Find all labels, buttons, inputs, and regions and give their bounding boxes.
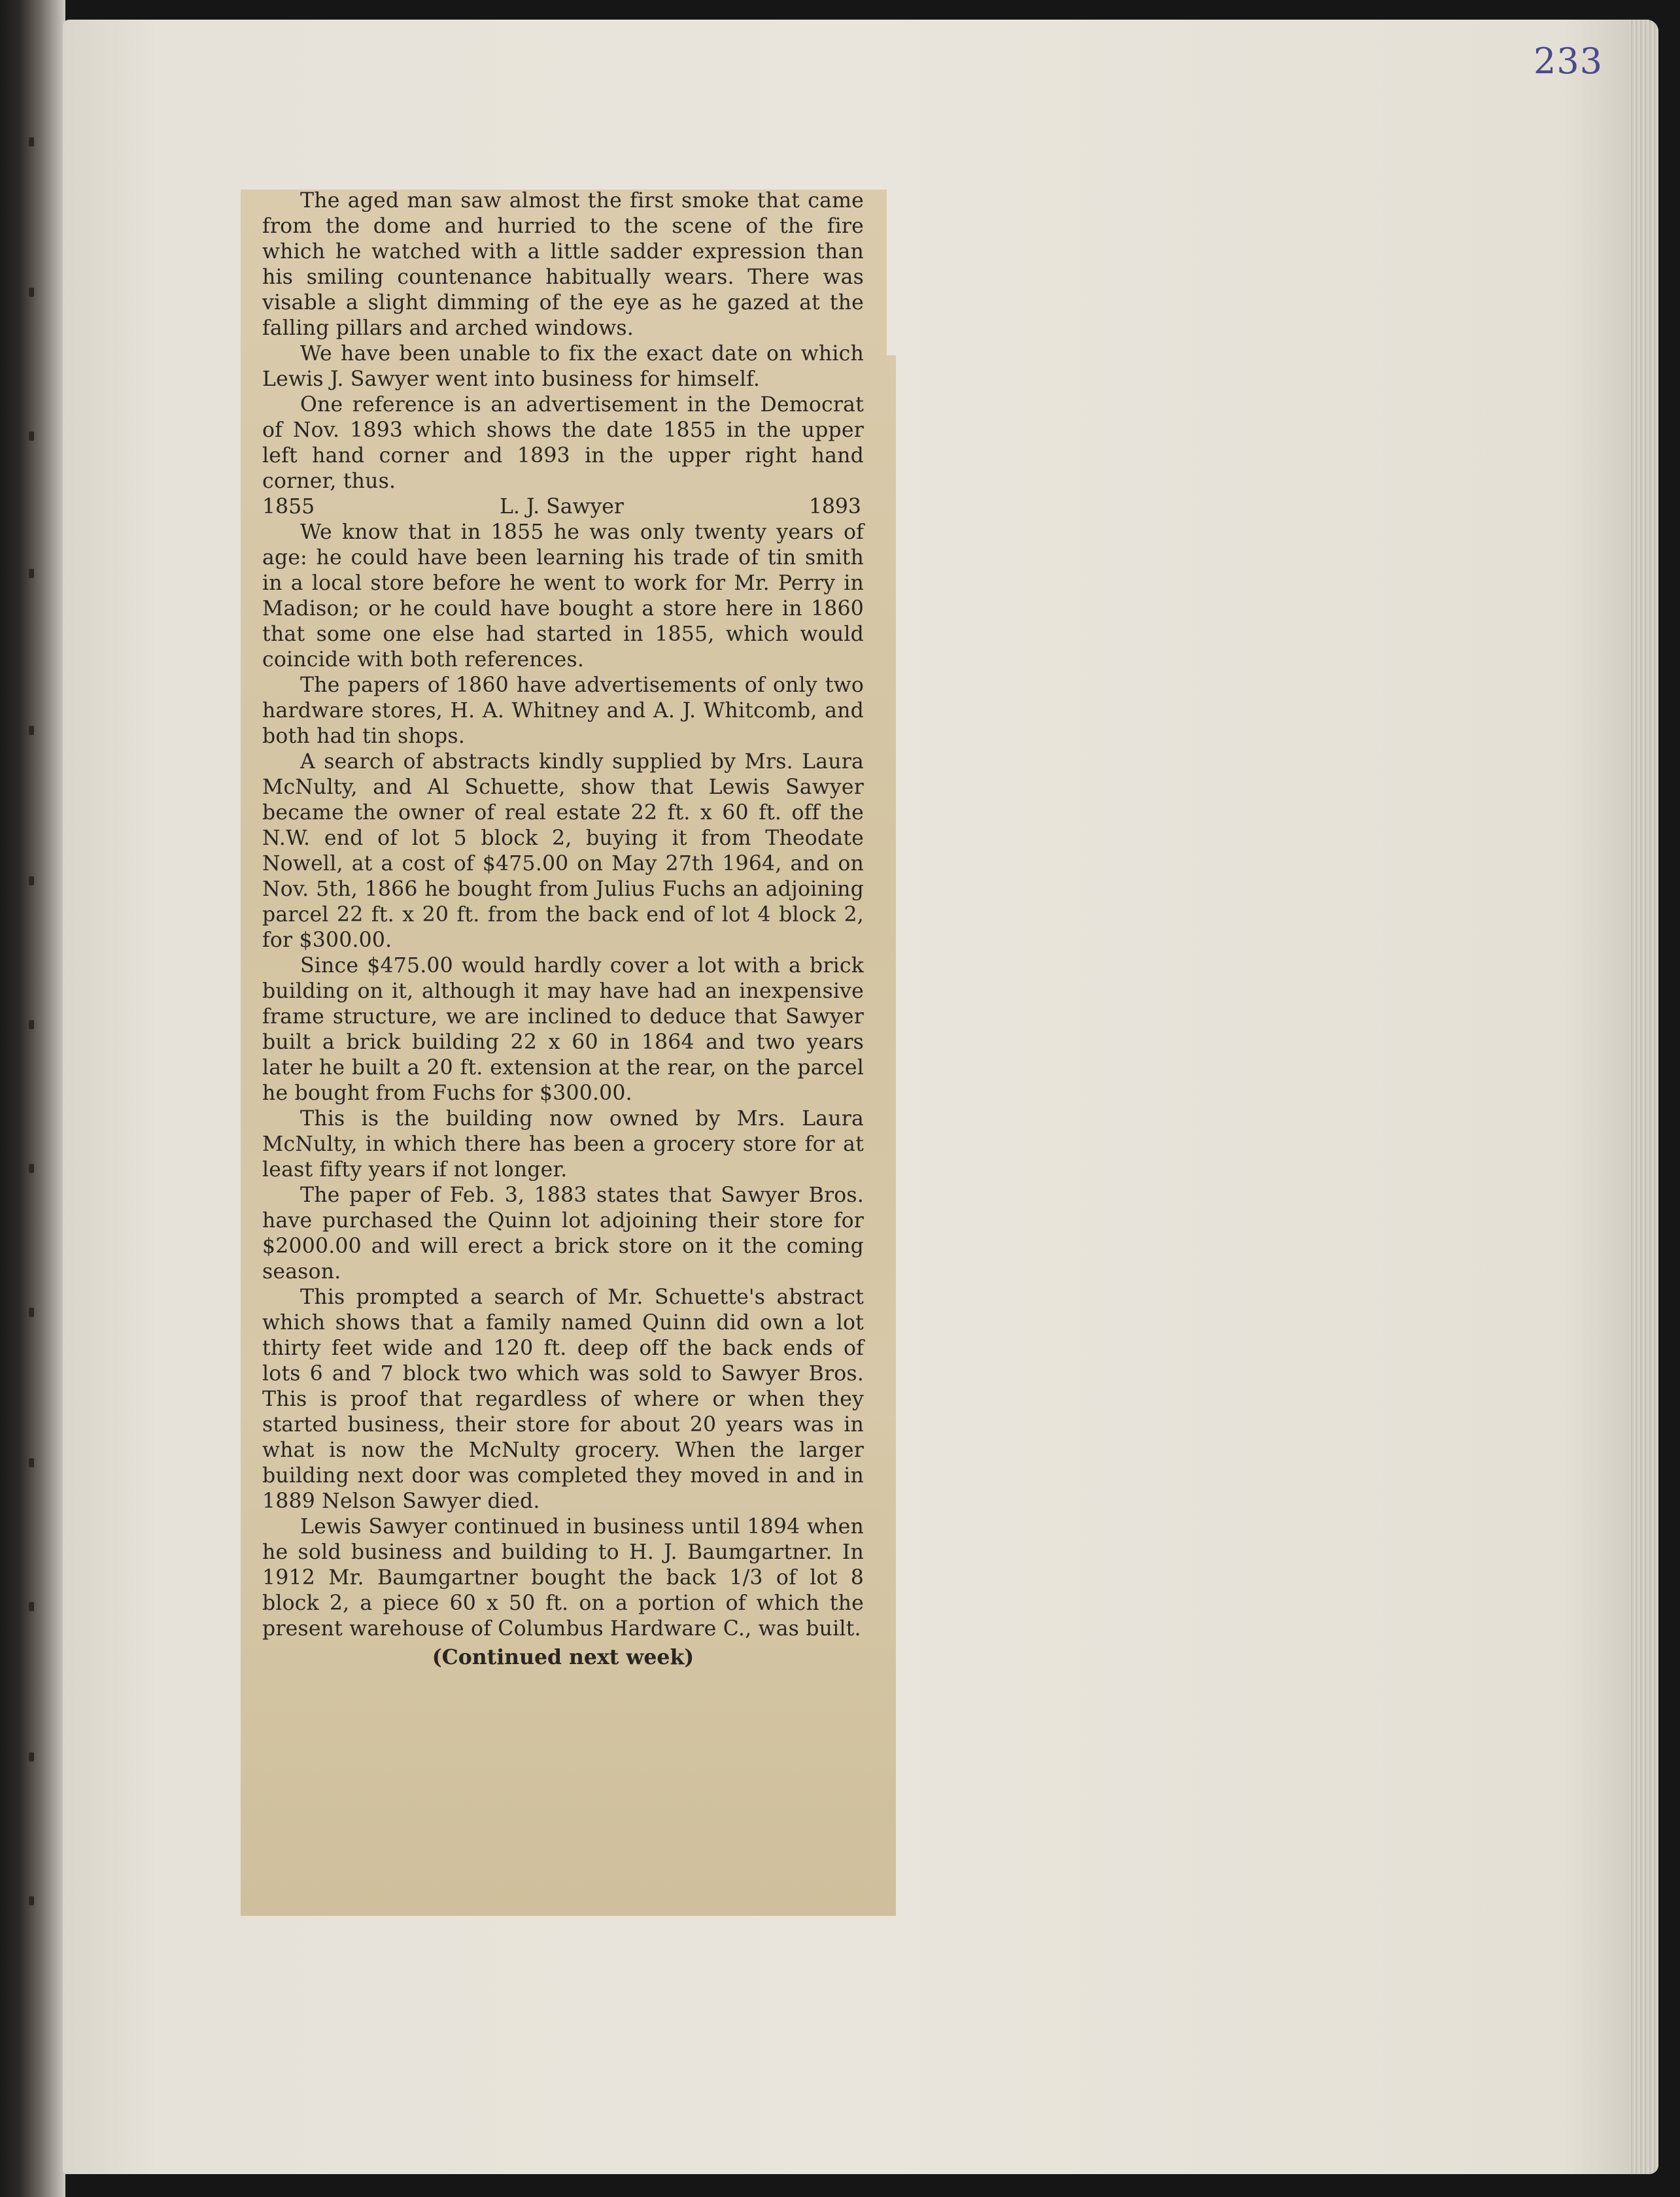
binding-stitch [29,876,34,885]
article-paragraph: Lewis Sawyer continued in business until 1894 when he sold business and building to H. J. Baumgartner. In 1912 Mr. Baumgartner bought the back 1/3 of lot 8 block 2, a piece 60 x 50 ft. on a portion of which the present warehouse of Columbus Hardware C., was built. [262,1515,864,1641]
binding-stitch [29,1752,34,1762]
article-paragraph: The aged man saw almost the first smoke that came from the dome and hurried to the scene of the fire which he watched with a little sadder expression than his smiling countenance habitually wears. There was visable a slight dimming of the eye as he gazed at the falling pillars and arched windows. [262,189,864,340]
article-paragraph: We know that in 1855 he was only twenty years of age: he could have been learning his trade of tin smith in a local store before he went to work for Mr. Perry in Madison; or he could have bought a store here in 1860 that some one else had started in 1855, which would coincide with both references. [262,520,864,672]
advertisement-dateline [262,494,864,520]
article-paragraph: This is the building now owned by Mrs. Laura McNulty, in which there has been a grocery store for at least fifty years if not longer. [262,1107,864,1182]
binding-stitch [29,1896,34,1905]
article-paragraph: This prompted a search of Mr. Schuette's abstract which shows that a family named Quinn did own a lot thirty feet wide and 120 ft. deep off the back ends of lots 6 and 7 block two which was sold to Sawyer Bros. This is proof that regardless of where or when they started business, their store for about 20 years was in what is now the McNulty grocery. When the larger building next door was completed they moved in and in 1889 Nelson Sawyer died. [262,1286,864,1513]
binding-stitch [29,137,34,146]
page-number: 233 [1534,41,1603,82]
binding-stitch [29,288,34,297]
binding-stitch [29,1602,34,1611]
article-paragraph: Since $475.00 would hardly cover a lot with a brick building on it, although it may have had an inexpensive frame structure, we are inclined to deduce that Sawyer built a brick building 22 x 60 in 1864 and two years later he built a 20 ft. extension at the rear, on the parcel he bought from Fuchs for $300.00. [262,954,864,1105]
binding-stitch [29,1164,34,1173]
binding-stitch [29,569,34,578]
binding-stitch [29,432,34,441]
binding-stitch [29,1308,34,1317]
binding-stitch [29,1458,34,1467]
continued-notice: (Continued next week) [432,1645,694,1669]
binding-stitch [29,726,34,735]
binding-stitch [29,1020,34,1029]
article-paragraph: The paper of Feb. 3, 1883 states that Sawyer Bros. have purchased the Quinn lot adjoining their store for $2000.00 and will erect a brick store on it the coming season. [262,1184,864,1284]
article-paragraph: The papers of 1860 have advertisements of only two hardware stores, H. A. Whitney and A. J. Whitcomb, and both had tin shops. [262,673,864,748]
article-paragraph: We have been unable to fix the exact date on which Lewis J. Sawyer went into business for himself. [262,342,864,391]
article-paragraph: A search of abstracts kindly supplied by Mrs. Laura McNulty, and Al Schuette, show that Lewis Sawyer became the owner of real estate 22 ft. x 60 ft. off the N.W. end of lot 5 block 2, buying it from Theodate Nowell, at a cost of $475.00 on May 27th 1964, and on Nov. 5th, 1866 he bought from Julius Fuchs an adjoining parcel 22 ft. x 20 ft. from the back end of lot 4 block 2, for $300.00. [262,750,864,952]
book-spine [0,0,65,2197]
article-column [262,188,864,1670]
dateline-name: L. J. Sawyer [500,495,624,519]
dateline-right-year: 1893 [808,495,861,519]
dateline-left-year: 1855 [262,495,315,519]
article-paragraph: One reference is an advertisement in the Democrat of Nov. 1893 which shows the date 1855 in the upper left hand corner and 1893 in the upper right hand corner, thus. [262,393,864,493]
page-edges [1628,20,1658,2174]
